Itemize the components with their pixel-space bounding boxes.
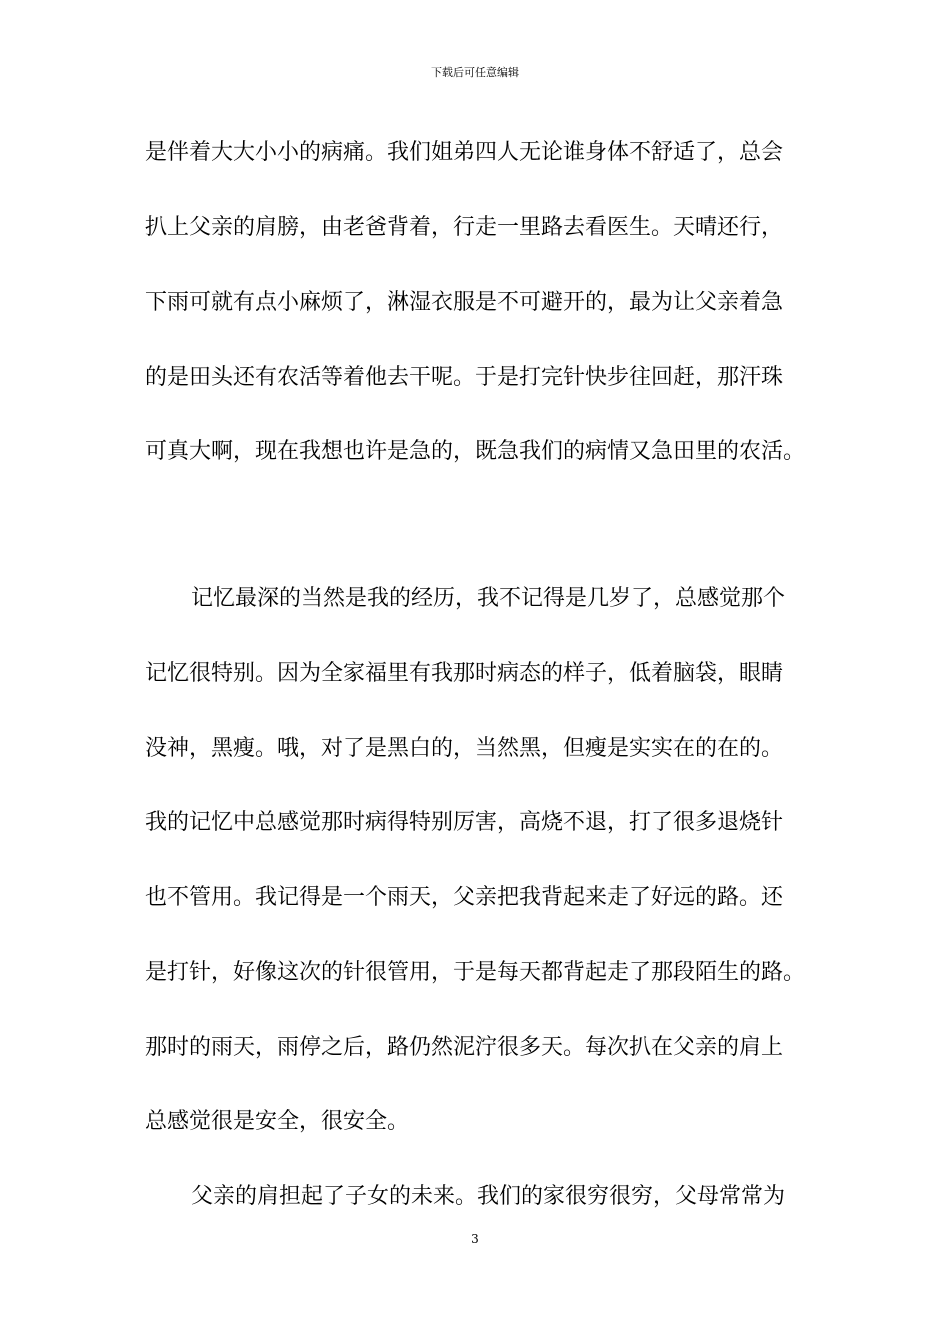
text-line: 下雨可就有点小麻烦了，淋湿衣服是不可避开的，最为让父亲着急 bbox=[145, 290, 784, 315]
text-line: 也不管用。我记得是一个雨天，父亲把我背起来走了好远的路。还 bbox=[145, 885, 784, 910]
text-line: 记忆最深的当然是我的经历，我不记得是几岁了，总感觉那个 bbox=[191, 586, 786, 611]
page-number: 3 bbox=[471, 1232, 479, 1246]
text-line: 的是田头还有农活等着他去干呢。于是打完针快步往回赶，那汗珠 bbox=[145, 365, 784, 390]
text-line: 父亲的肩担起了子女的未来。我们的家很穷很穷，父母常常为 bbox=[191, 1184, 786, 1209]
text-line: 记忆很特别。因为全家福里有我那时病态的样子，低着脑袋，眼睛 bbox=[145, 661, 784, 686]
text-line: 是伴着大大小小的病痛。我们姐弟四人无论谁身体不舒适了，总会 bbox=[145, 140, 784, 165]
text-line: 没神，黑瘦。哦，对了是黑白的，当然黑，但瘦是实实在的在的。 bbox=[145, 736, 784, 761]
text-line: 那时的雨天，雨停之后，路仍然泥泞很多天。每次扒在父亲的肩上 bbox=[145, 1035, 784, 1060]
text-line: 总感觉很是安全，很安全。 bbox=[145, 1109, 410, 1134]
page-header: 下载后可任意编辑 bbox=[431, 66, 519, 79]
text-line: 扒上父亲的肩膀，由老爸背着，行走一里路去看医生。天晴还行， bbox=[145, 215, 784, 240]
text-line: 是打针，好像这次的针很管用，于是每天都背起走了那段陌生的路。 bbox=[145, 960, 806, 985]
text-line: 我的记忆中总感觉那时病得特别厉害，高烧不退，打了很多退烧针 bbox=[145, 810, 784, 835]
text-line: 可真大啊，现在我想也许是急的，既急我们的病情又急田里的农活。 bbox=[145, 439, 806, 464]
